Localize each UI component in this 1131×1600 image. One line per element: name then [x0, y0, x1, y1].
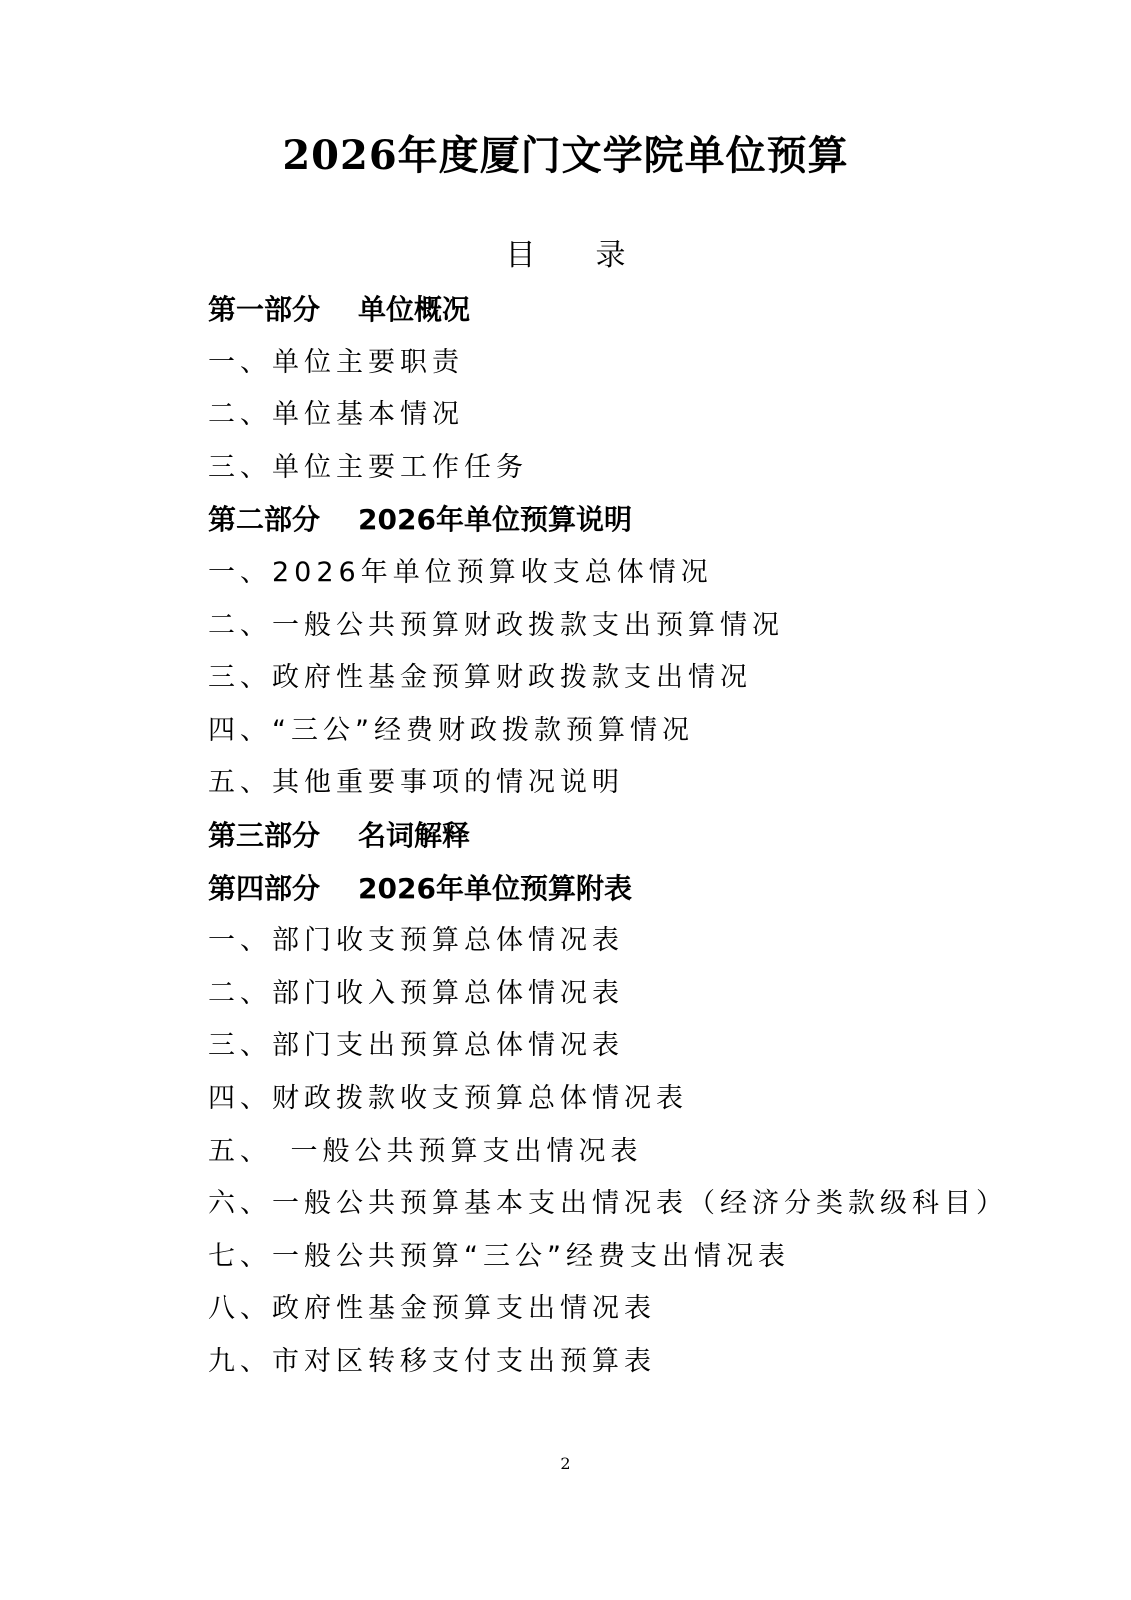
toc-item: 二、单位基本情况: [208, 399, 464, 431]
toc-part-title: 2026年单位预算附表: [358, 871, 632, 905]
toc-item: 五、其他重要事项的情况说明: [208, 767, 624, 799]
document-title: 2026年度厦门文学院单位预算: [282, 132, 849, 179]
toc-part-title: 2026年单位预算说明: [358, 503, 632, 537]
toc-part-1: [208, 284, 1008, 337]
toc-item: 一、2026年单位预算收支总体情况: [208, 556, 713, 588]
toc-item: 七、一般公共预算“三公”经费支出情况表: [208, 1240, 790, 1272]
toc-item: 五、 一般公共预算支出情况表: [208, 1135, 643, 1167]
toc-part-4: [208, 863, 1008, 916]
toc-part-3: [208, 810, 1008, 863]
toc-part-title: 名词解释: [358, 818, 471, 852]
toc-item: 三、部门支出预算总体情况表: [208, 1030, 624, 1062]
toc-part-label: 第三部分: [208, 818, 321, 852]
toc-part-label: 第四部分: [208, 871, 321, 905]
toc-part-title: 单位概况: [358, 293, 471, 326]
toc-item: 一、部门收支预算总体情况表: [208, 925, 624, 957]
toc-part-label: 第一部分: [208, 293, 321, 326]
page-number: 2: [560, 1454, 571, 1473]
toc-item: 九、市对区转移支付支出预算表: [208, 1345, 656, 1377]
toc-heading-right: 录: [595, 238, 626, 273]
toc-item: 四、财政拨款收支预算总体情况表: [208, 1082, 688, 1114]
toc-item: 二、部门收入预算总体情况表: [208, 977, 624, 1009]
toc-part-2: [208, 494, 1008, 547]
table-of-contents: [208, 284, 1008, 1388]
toc-heading-left: 目: [505, 238, 536, 273]
toc-part-label: 第二部分: [208, 503, 321, 537]
toc-item: 三、单位主要工作任务: [208, 451, 528, 483]
toc-heading: [0, 234, 1131, 278]
toc-item: 六、一般公共预算基本支出情况表（经济分类款级科目）: [208, 1188, 1008, 1220]
toc-item: 二、一般公共预算财政拨款支出预算情况: [208, 609, 784, 641]
toc-item: 三、政府性基金预算财政拨款支出情况: [208, 662, 752, 694]
toc-item: 八、政府性基金预算支出情况表: [208, 1293, 656, 1325]
toc-item: 一、单位主要职责: [208, 346, 464, 378]
toc-item: 四、“三公”经费财政拨款预算情况: [208, 714, 694, 746]
